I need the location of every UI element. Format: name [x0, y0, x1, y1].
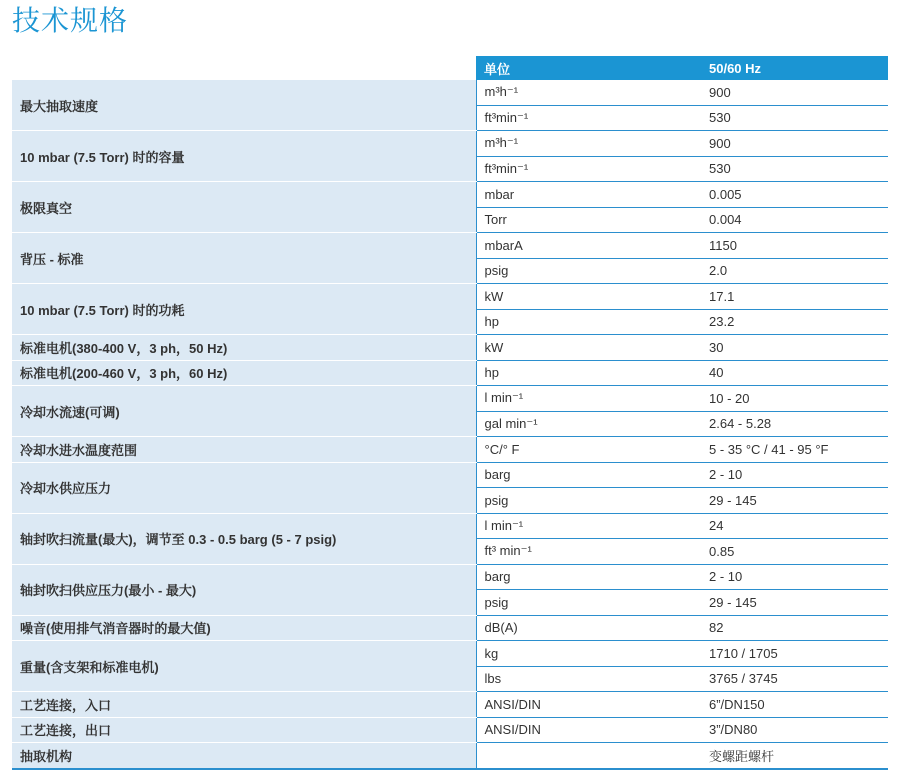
value-cell: 530: [701, 156, 888, 182]
parameter-label: 冷却水供应压力: [12, 462, 476, 513]
unit-cell: ft³ min⁻¹: [476, 539, 701, 565]
value-cell: 24: [701, 513, 888, 539]
unit-cell: barg: [476, 462, 701, 488]
value-cell: 5 - 35 °C / 41 - 95 °F: [701, 437, 888, 463]
parameter-label: 工艺连接，出口: [12, 717, 476, 743]
unit-cell: kg: [476, 641, 701, 667]
unit-cell: m³h⁻¹: [476, 80, 701, 105]
value-cell: 29 - 145: [701, 590, 888, 616]
value-cell: 1710 / 1705: [701, 641, 888, 667]
unit-cell: kW: [476, 335, 701, 361]
value-cell: 10 - 20: [701, 386, 888, 412]
unit-cell: psig: [476, 488, 701, 514]
unit-cell: Torr: [476, 207, 701, 233]
value-cell: 1150: [701, 233, 888, 259]
parameter-label: 最大抽取速度: [12, 80, 476, 131]
parameter-label: 重量(含支架和标准电机): [12, 641, 476, 692]
table-row: [12, 284, 888, 310]
parameter-label: 10 mbar (7.5 Torr) 时的容量: [12, 131, 476, 182]
table-row: [12, 513, 888, 539]
parameter-label: 工艺连接，入口: [12, 692, 476, 718]
table-row: [12, 80, 888, 105]
table-row: [12, 386, 888, 412]
parameter-label: 冷却水进水温度范围: [12, 437, 476, 463]
unit-cell: ft³min⁻¹: [476, 156, 701, 182]
value-cell: 变螺距螺杆: [701, 743, 888, 769]
unit-cell: ANSI/DIN: [476, 692, 701, 718]
unit-cell: kW: [476, 284, 701, 310]
value-cell: 40: [701, 360, 888, 386]
table-row: [12, 743, 888, 769]
unit-cell: lbs: [476, 666, 701, 692]
parameter-label: 噪音(使用排气消音器时的最大值): [12, 615, 476, 641]
value-cell: 30: [701, 335, 888, 361]
value-cell: 2.0: [701, 258, 888, 284]
table-row: [12, 233, 888, 259]
table-row: [12, 462, 888, 488]
parameter-label: 标准电机(200-460 V，3 ph，60 Hz): [12, 360, 476, 386]
parameter-label: 背压 - 标准: [12, 233, 476, 284]
table-row: [12, 437, 888, 463]
unit-cell: psig: [476, 590, 701, 616]
parameter-label: 轴封吹扫供应压力(最小 - 最大): [12, 564, 476, 615]
spec-table-body: [12, 80, 888, 769]
unit-cell: hp: [476, 309, 701, 335]
table-row: [12, 131, 888, 157]
value-cell: 900: [701, 131, 888, 157]
value-cell: 530: [701, 105, 888, 131]
value-cell: 3765 / 3745: [701, 666, 888, 692]
unit-cell: mbar: [476, 182, 701, 208]
unit-cell: psig: [476, 258, 701, 284]
parameter-label: 抽取机构: [12, 743, 476, 769]
parameter-label: 极限真空: [12, 182, 476, 233]
unit-cell: hp: [476, 360, 701, 386]
unit-cell: dB(A): [476, 615, 701, 641]
value-cell: 82: [701, 615, 888, 641]
table-row: [12, 615, 888, 641]
value-cell: 2 - 10: [701, 462, 888, 488]
unit-cell: barg: [476, 564, 701, 590]
unit-cell: m³h⁻¹: [476, 131, 701, 157]
table-row: [12, 335, 888, 361]
parameter-label: 轴封吹扫流量(最大)，调节至 0.3 - 0.5 barg (5 - 7 psig): [12, 513, 476, 564]
header-unit: 单位: [476, 56, 701, 80]
unit-cell: l min⁻¹: [476, 386, 701, 412]
value-cell: 0.005: [701, 182, 888, 208]
table-row: [12, 360, 888, 386]
value-cell: 2.64 - 5.28: [701, 411, 888, 437]
unit-cell: [476, 743, 701, 769]
unit-cell: °C/° F: [476, 437, 701, 463]
table-header-row: [12, 56, 888, 80]
value-cell: 2 - 10: [701, 564, 888, 590]
value-cell: 3”/DN80: [701, 717, 888, 743]
table-row: [12, 717, 888, 743]
unit-cell: gal min⁻¹: [476, 411, 701, 437]
parameter-label: 冷却水流速(可调): [12, 386, 476, 437]
value-cell: 0.004: [701, 207, 888, 233]
value-cell: 29 - 145: [701, 488, 888, 514]
parameter-label: 10 mbar (7.5 Torr) 时的功耗: [12, 284, 476, 335]
parameter-label: 标准电机(380-400 V，3 ph，50 Hz): [12, 335, 476, 361]
unit-cell: mbarA: [476, 233, 701, 259]
unit-cell: l min⁻¹: [476, 513, 701, 539]
table-row: [12, 641, 888, 667]
value-cell: 0.85: [701, 539, 888, 565]
value-cell: 900: [701, 80, 888, 105]
table-row: [12, 182, 888, 208]
header-value: 50/60 Hz: [701, 56, 888, 80]
table-row: [12, 692, 888, 718]
page-title: 技术规格: [12, 4, 129, 37]
value-cell: 23.2: [701, 309, 888, 335]
spec-table: [12, 56, 888, 770]
unit-cell: ANSI/DIN: [476, 717, 701, 743]
value-cell: 17.1: [701, 284, 888, 310]
unit-cell: ft³min⁻¹: [476, 105, 701, 131]
table-row: [12, 564, 888, 590]
header-parameter-cell: [12, 56, 476, 80]
value-cell: 6”/DN150: [701, 692, 888, 718]
